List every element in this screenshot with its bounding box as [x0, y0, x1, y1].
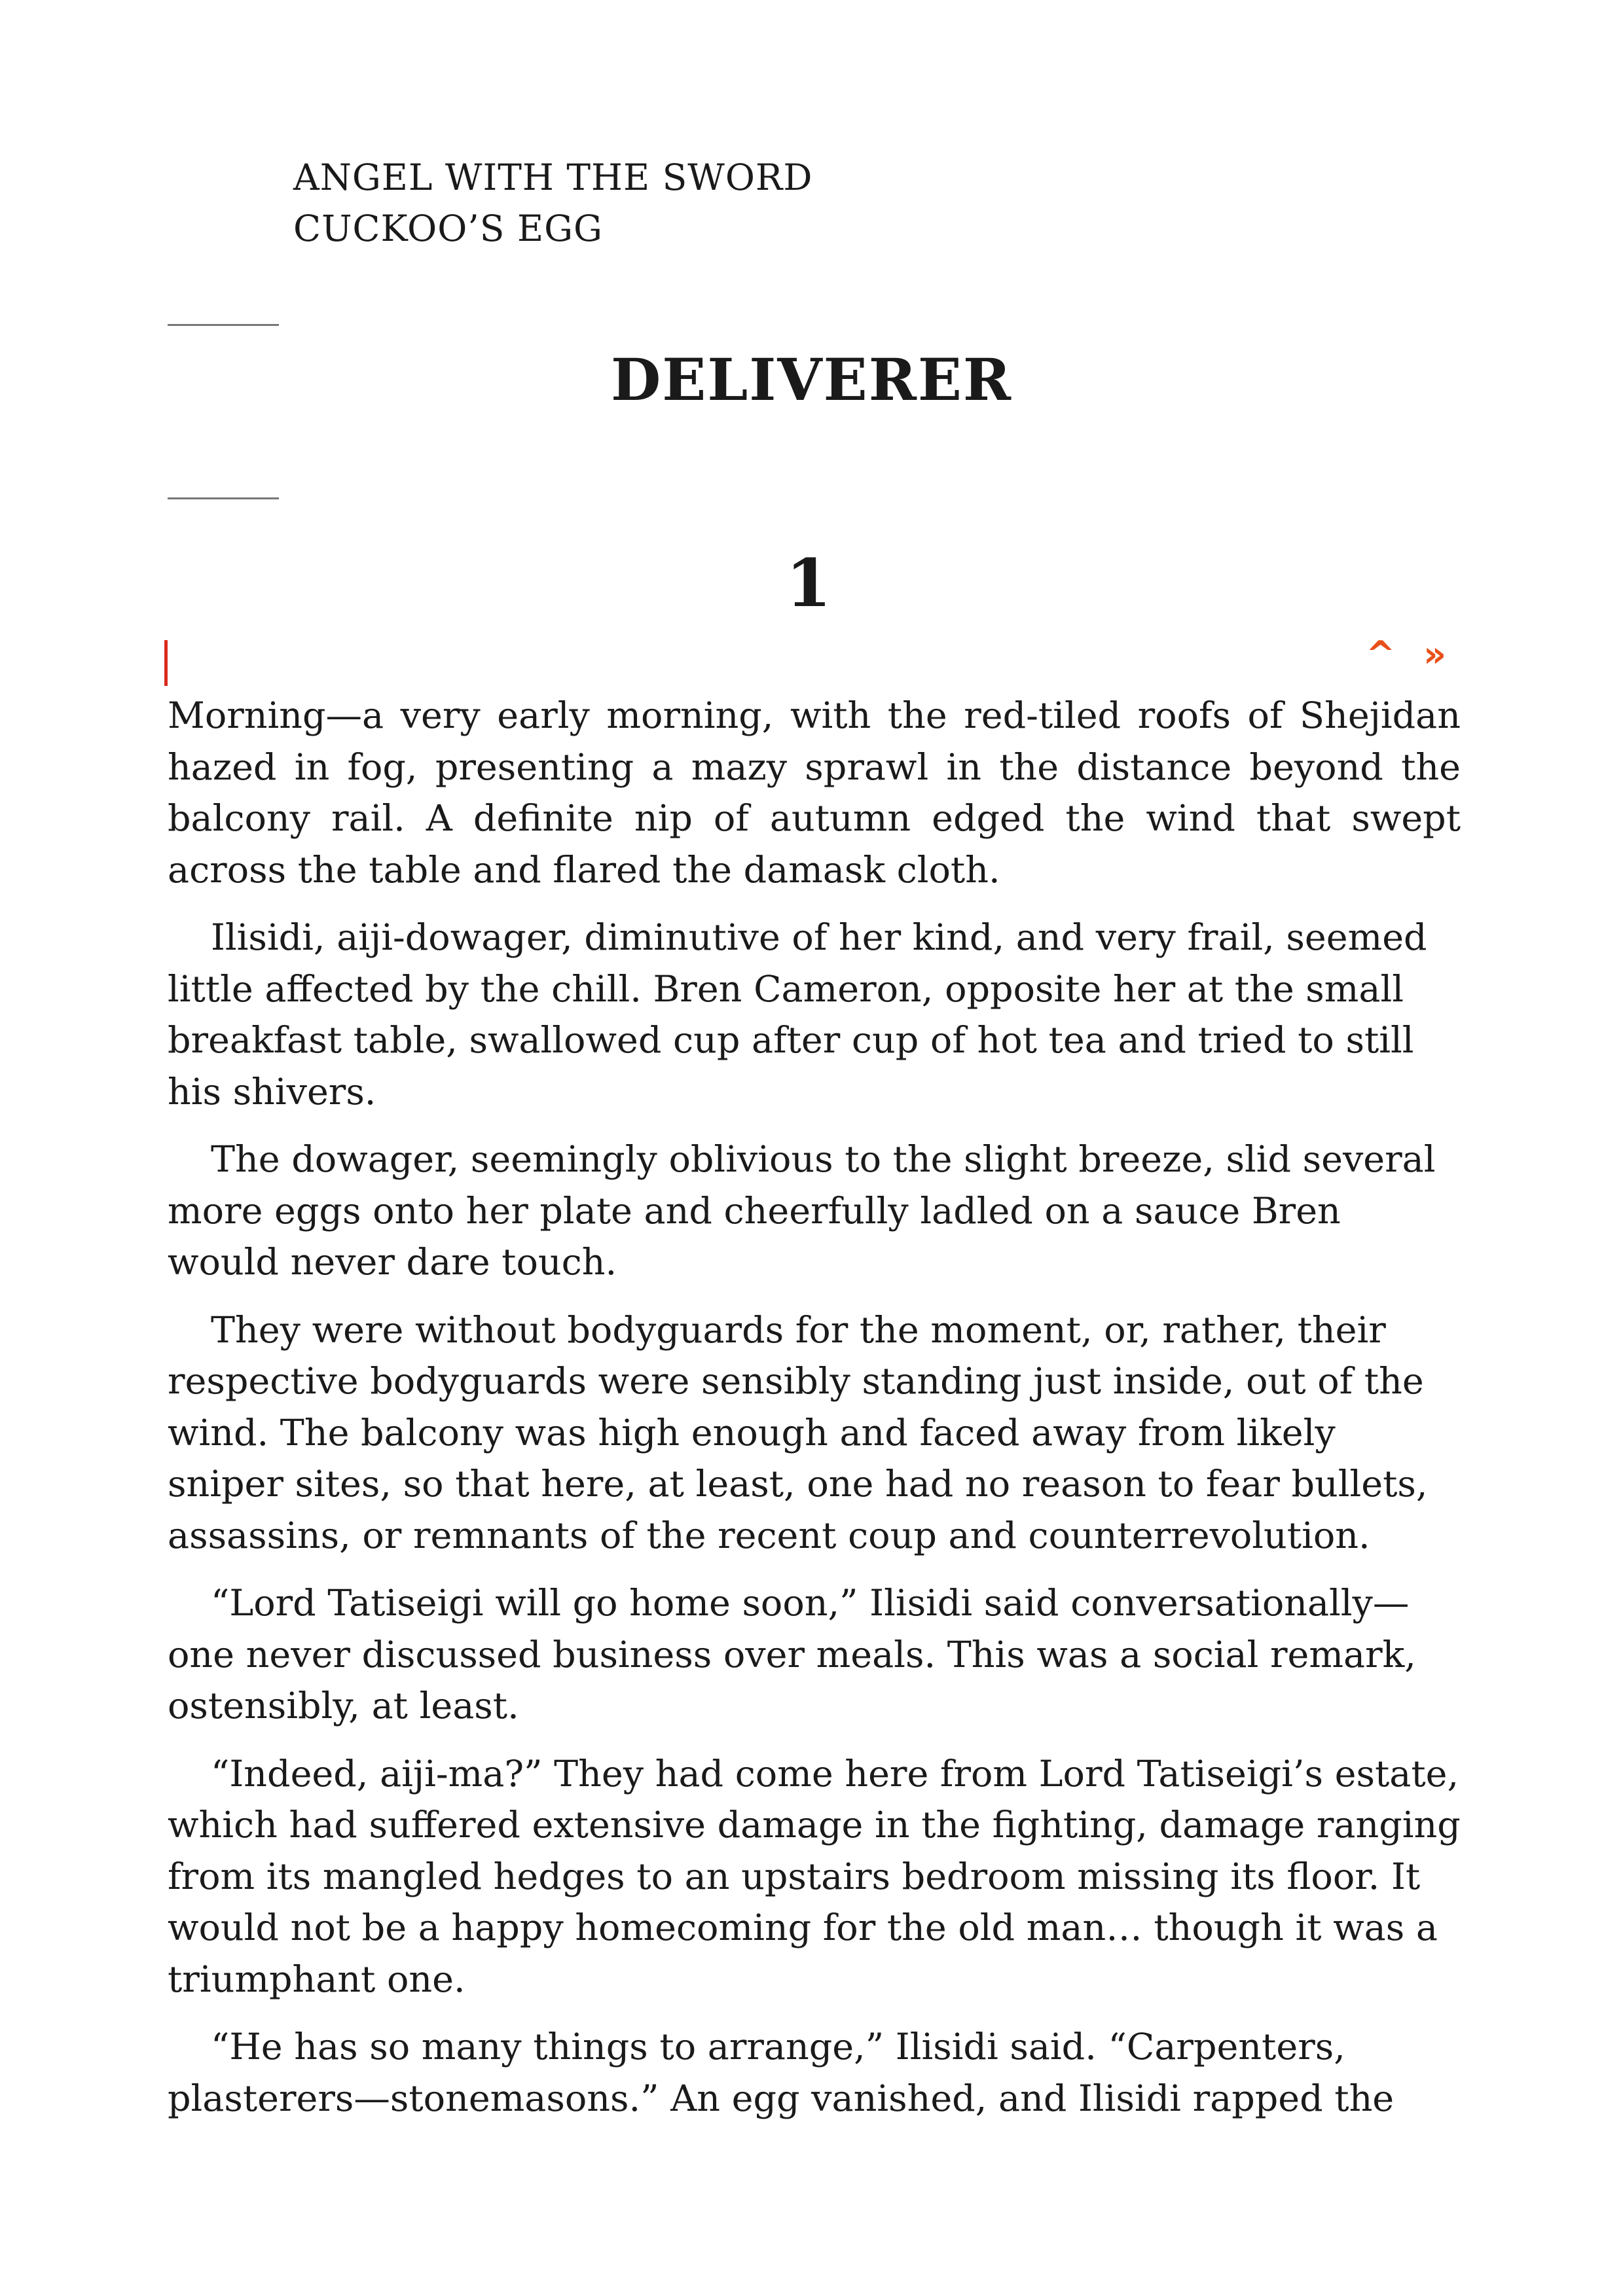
- chapter-navigation: [1350, 634, 1446, 675]
- paragraph: They were without bodyguards for the moment, or, rather, their respective bodyguards were sensibly standing just inside, out of the wind. The balcony was high enough and faced away from likely sniper sites, so that here, at least, one had no reason to fear bullets, assassins, or remnants of the recent coup and counterrevolution.: [168, 1308, 1428, 1557]
- also-by-book-list: [293, 152, 812, 254]
- section-divider: [168, 497, 279, 499]
- book-list-item: CUCKOO’S EGG: [293, 207, 603, 249]
- text-cursor-marker: [164, 640, 168, 686]
- nav-up-link[interactable]: ^: [1366, 634, 1396, 675]
- chapter-body: [168, 691, 1461, 2141]
- chapter-number: 1: [786, 545, 831, 622]
- book-list-item: ANGEL WITH THE SWORD: [293, 156, 813, 198]
- paragraph: “He has so many things to arrange,” Ilisidi said. “Carpenters, plasterers—stonemasons.” An egg vanished, and Ilisidi rapped the: [168, 2026, 1395, 2120]
- book-title: DELIVERER: [610, 346, 1013, 414]
- nav-next-link[interactable]: »: [1423, 634, 1446, 675]
- paragraph: “Indeed, aiji-ma?” They had come here from Lord Tatiseigi’s estate, which had suffered extensive damage in the fighting, damage ranging from its mangled hedges to an upstairs bedroom missing its floor. It would not be a happy homecoming for the old man… though it was a triumphant one.: [168, 1752, 1461, 2001]
- paragraph: “Lord Tatiseigi will go home soon,” Ilisidi said conversationally—one never discussed business over meals. This was a social remark, ostensibly, at least.: [168, 1582, 1416, 1727]
- paragraph: Morning—a very early morning, with the red-tiled roofs of Shejidan hazed in fog, presenting a mazy sprawl in the distance beyond the balcony rail. A definite nip of autumn edged the wind that swept across the table and flared the damask cloth.: [168, 694, 1461, 891]
- paragraph: The dowager, seemingly oblivious to the slight breeze, slid several more eggs onto her plate and cheerfully ladled on a sauce Bren would never dare touch.: [168, 1138, 1436, 1283]
- section-divider: [168, 324, 279, 326]
- paragraph: Ilisidi, aiji-dowager, diminutive of her kind, and very frail, seemed little affected by the chill. Bren Cameron, opposite her at the small breakfast table, swallowed cup after cup of hot tea and tried to still his shivers.: [168, 916, 1427, 1113]
